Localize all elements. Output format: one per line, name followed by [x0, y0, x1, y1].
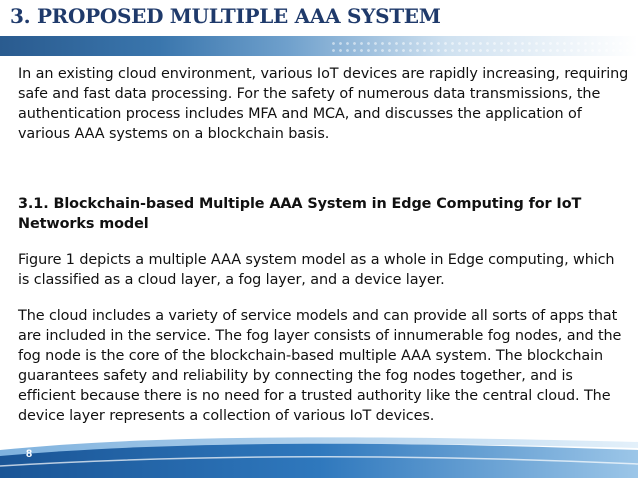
layers-paragraph: The cloud includes a variety of service models and can provide all sorts of apps that are included in the service. The fog layer consists of innumerable fog nodes, and the fog node is the core of the blockchain-based multiple AAA system. The blockchain guarantees safety and reliability by connecting the fog nodes together, and is efficient because there is no need for a trusted authority like the central cloud. The device layer represents a collection of various IoT devices. [18, 308, 622, 424]
section-heading: 3.1. Blockchain-based Multiple AAA System in Edge Computing for IoT Networks model [18, 196, 582, 232]
slide-title: 3. PROPOSED MULTIPLE AAA SYSTEM [10, 4, 441, 28]
figure-paragraph: Figure 1 depicts a multiple AAA system model as a whole in Edge computing, which is classified as a cloud layer, a fog layer, and a device layer. [18, 252, 615, 288]
title-underline-dots [330, 40, 638, 52]
intro-paragraph: In an existing cloud environment, various IoT devices are rapidly increasing, requiring safe and fast data processing. For the safety of numerous data transmissions, the authentication process includes MFA and MCA, and discusses the application of various AAA systems on a blockchain basis. [18, 66, 629, 142]
footer-wave-decoration [0, 428, 638, 478]
page-number: 8 [26, 448, 33, 460]
